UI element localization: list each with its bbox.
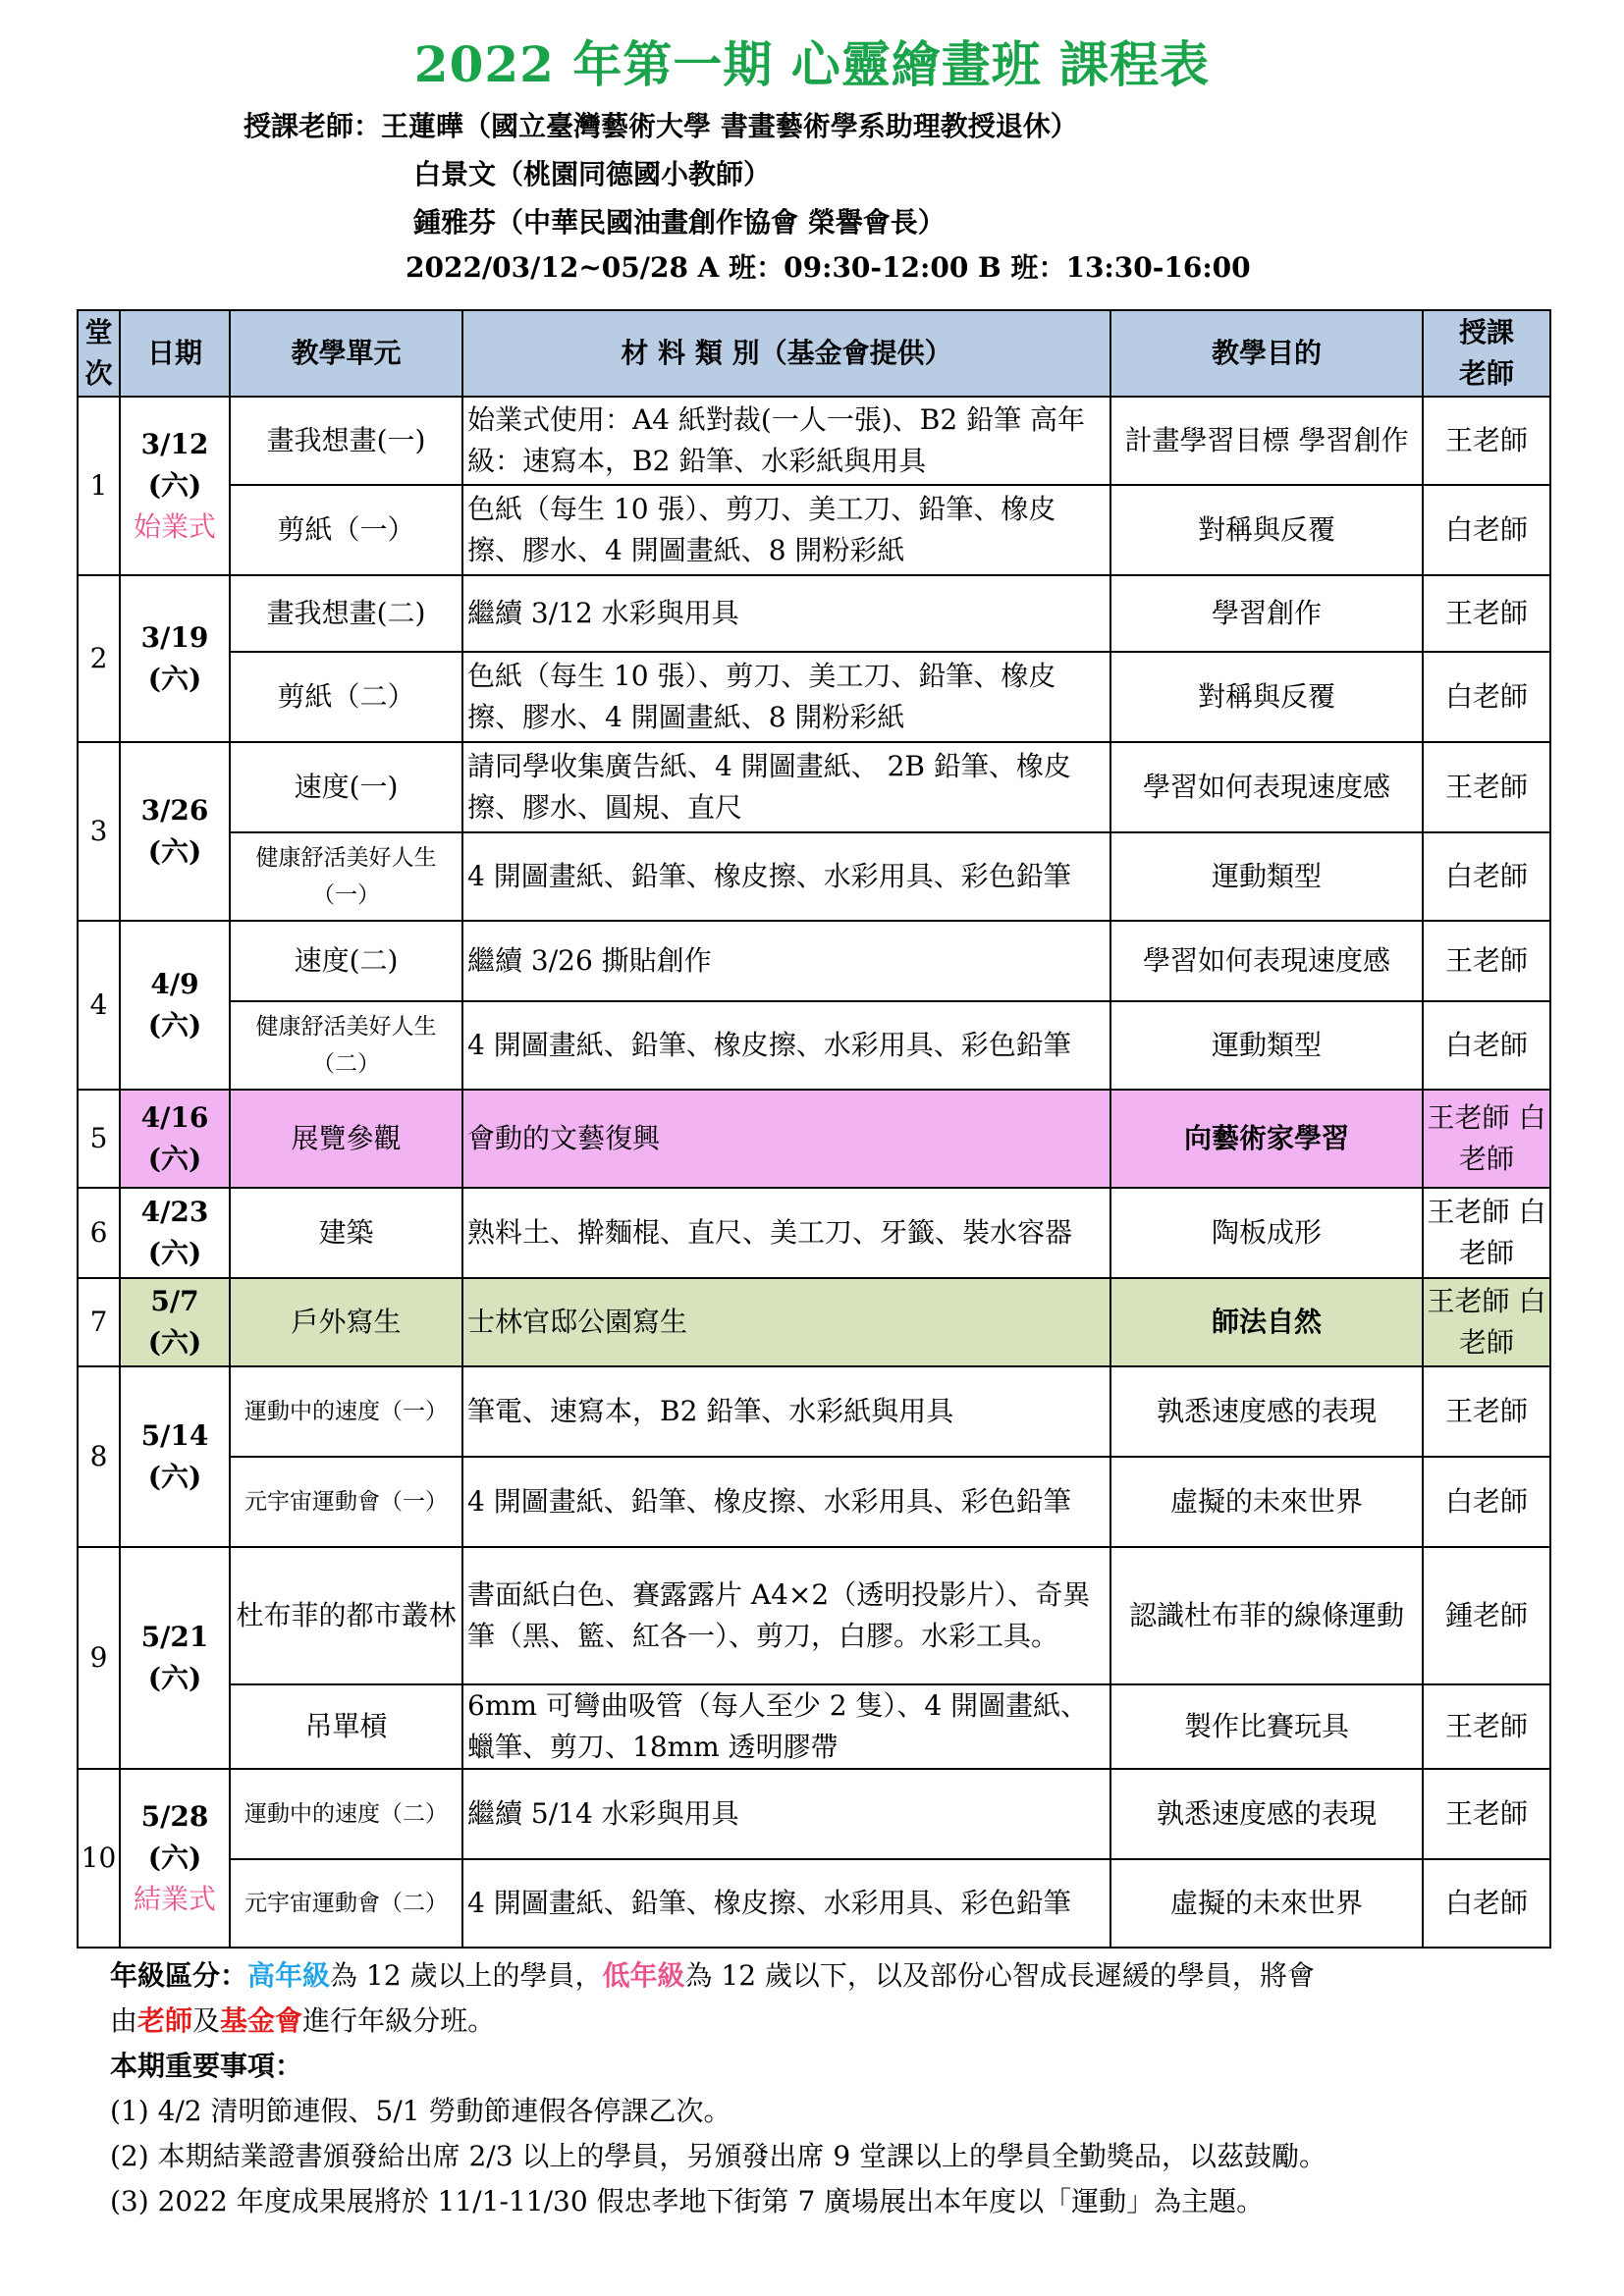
materials-cell: 書面紙白色、賽露露片 A4×2（透明投影片）、奇異筆（黑、籃、紅各一）、剪刀，白膠。水彩工具。 (462, 1547, 1110, 1684)
unit-cell: 吊單槓 (230, 1684, 462, 1769)
teacher-1: 王蓮曄（國立臺灣藝術大學 書畫藝術學系助理教授退休） (381, 110, 1078, 142)
session-number: 3 (78, 742, 120, 921)
goal-cell: 向藝術家學習 (1110, 1090, 1423, 1188)
date-text: 4/23 (140, 1196, 209, 1228)
session-number: 7 (78, 1278, 120, 1366)
note-item-1: (1) 4/2 清明節連假、5/1 勞動節連假各停課乙次。 (110, 2095, 731, 2127)
session-date (120, 1769, 230, 1948)
date-text: 5/7 (150, 1285, 199, 1317)
teacher-cell: 王老師 (1423, 921, 1550, 1001)
goal-cell: 孰悉速度感的表現 (1110, 1769, 1423, 1859)
table-row (78, 575, 1550, 652)
header-session: 堂 次 (78, 310, 120, 397)
unit-cell: 元宇宙運動會（二） (230, 1859, 462, 1948)
goal-cell: 陶板成形 (1110, 1188, 1423, 1278)
important-label: 本期重要事項： (110, 2050, 303, 2082)
table-row (78, 1859, 1550, 1948)
unit-cell: 元宇宙運動會（一） (230, 1457, 462, 1547)
teacher-cell: 王老師 (1423, 1769, 1550, 1859)
materials-cell: 筆電、速寫本，B2 鉛筆、水彩紙與用具 (462, 1366, 1110, 1457)
table-row (78, 397, 1550, 485)
session-date (120, 1188, 230, 1278)
goal-cell: 學習創作 (1110, 575, 1423, 652)
unit-cell: 建築 (230, 1188, 462, 1278)
materials-cell: 4 開圖畫紙、鉛筆、橡皮擦、水彩用具、彩色鉛筆 (462, 1001, 1110, 1090)
goal-cell: 製作比賽玩具 (1110, 1684, 1423, 1769)
table-row (78, 1547, 1550, 1684)
day-text: (六) (147, 1326, 202, 1359)
unit-cell: 展覽參觀 (230, 1090, 462, 1188)
session-date (120, 742, 230, 921)
table-row (78, 1457, 1550, 1547)
class-dates: 2022/03/12~05/28 A 班：09:30-12:00 B 班：13:30-16:00 (406, 251, 1251, 284)
unit-cell: 速度(二) (230, 921, 462, 1001)
materials-cell: 色紙（每生 10 張）、剪刀、美工刀、鉛筆、橡皮擦、膠水、4 開圖畫紙、8 開粉彩紙 (462, 485, 1110, 575)
table-row (78, 1188, 1550, 1278)
day-text: (六) (147, 835, 202, 868)
header-materials: 材 料 類 別（基金會提供） (462, 310, 1110, 397)
day-text: (六) (147, 1461, 202, 1493)
goal-cell: 學習如何表現速度感 (1110, 921, 1423, 1001)
materials-cell: 繼續 5/14 水彩與用具 (462, 1769, 1110, 1859)
teacher-cell: 白老師 (1423, 485, 1550, 575)
date-text: 4/16 (140, 1101, 209, 1134)
teacher-cell: 王老師 (1423, 1684, 1550, 1769)
day-text: (六) (147, 1237, 202, 1269)
grade-note-line2: 由老師及基金會進行年級分班。 (110, 2004, 496, 2037)
goal-cell: 學習如何表現速度感 (1110, 742, 1423, 832)
ceremony-label: 始業式 (133, 510, 216, 543)
materials-cell: 繼續 3/12 水彩與用具 (462, 575, 1110, 652)
table-row (78, 1769, 1550, 1859)
day-text: (六) (147, 663, 202, 695)
materials-cell: 始業式使用：A4 紙對裁(一人一張)、B2 鉛筆 高年級：速寫本，B2 鉛筆、水彩紙與用具 (462, 397, 1110, 485)
teacher-cell: 白老師 (1423, 832, 1550, 921)
date-text: 5/21 (140, 1621, 209, 1653)
table-row (78, 652, 1550, 742)
materials-cell: 4 開圖畫紙、鉛筆、橡皮擦、水彩用具、彩色鉛筆 (462, 1859, 1110, 1948)
goal-cell: 計畫學習目標 學習創作 (1110, 397, 1423, 485)
table-row (78, 485, 1550, 575)
session-number: 2 (78, 575, 120, 742)
goal-cell: 對稱與反覆 (1110, 485, 1423, 575)
session-number: 5 (78, 1090, 120, 1188)
notes-section (110, 1953, 1534, 2224)
schedule-table (77, 309, 1551, 1949)
goal-cell: 運動類型 (1110, 1001, 1423, 1090)
unit-cell: 運動中的速度（一） (230, 1366, 462, 1457)
date-text: 5/28 (140, 1800, 209, 1833)
unit-cell: 速度(一) (230, 742, 462, 832)
teacher-cell: 王老師 白老師 (1423, 1188, 1550, 1278)
teacher-cell: 鍾老師 (1423, 1547, 1550, 1684)
day-text: (六) (147, 1662, 202, 1694)
teacher-cell: 王老師 白老師 (1423, 1278, 1550, 1366)
materials-cell: 4 開圖畫紙、鉛筆、橡皮擦、水彩用具、彩色鉛筆 (462, 832, 1110, 921)
session-number: 8 (78, 1366, 120, 1547)
unit-cell: 畫我想畫(一) (230, 397, 462, 485)
materials-cell: 6mm 可彎曲吸管（每人至少 2 隻）、4 開圖畫紙、蠟筆、剪刀、18mm 透明膠帶 (462, 1684, 1110, 1769)
materials-cell: 繼續 3/26 撕貼創作 (462, 921, 1110, 1001)
day-text: (六) (147, 469, 202, 502)
table-row (78, 1001, 1550, 1090)
note-item-2: (2) 本期結業證書頒發給出席 2/3 以上的學員，另頒發出席 9 堂課以上的學員全勤獎品，以茲鼓勵。 (110, 2140, 1327, 2172)
header-teacher: 授課 老師 (1423, 310, 1550, 397)
materials-cell: 色紙（每生 10 張）、剪刀、美工刀、鉛筆、橡皮擦、膠水、4 開圖畫紙、8 開粉彩紙 (462, 652, 1110, 742)
date-text: 4/9 (150, 968, 199, 1000)
goal-cell: 認識杜布菲的線條運動 (1110, 1547, 1423, 1684)
table-row (78, 1684, 1550, 1769)
unit-cell: 健康舒活美好人生（二） (230, 1001, 462, 1090)
session-number: 10 (78, 1769, 120, 1948)
goal-cell: 虛擬的未來世界 (1110, 1859, 1423, 1948)
unit-cell: 杜布菲的都市叢林 (230, 1547, 462, 1684)
teacher-3: 鍾雅芬（中華民國油畫創作協會 榮譽會長） (413, 206, 946, 239)
teacher-cell: 王老師 (1423, 397, 1550, 485)
teacher-cell: 王老師 (1423, 742, 1550, 832)
date-text: 3/19 (140, 621, 209, 654)
goal-cell: 運動類型 (1110, 832, 1423, 921)
date-text: 3/26 (140, 794, 209, 827)
session-number: 1 (78, 397, 120, 575)
goal-cell: 虛擬的未來世界 (1110, 1457, 1423, 1547)
teacher-cell: 王老師 (1423, 1366, 1550, 1457)
teacher-list (244, 102, 1078, 246)
session-date (120, 1090, 230, 1188)
session-number: 9 (78, 1547, 120, 1769)
materials-cell: 請同學收集廣告紙、4 開圖畫紙、 2B 鉛筆、橡皮擦、膠水、圓規、直尺 (462, 742, 1110, 832)
materials-cell: 4 開圖畫紙、鉛筆、橡皮擦、水彩用具、彩色鉛筆 (462, 1457, 1110, 1547)
page-title: 2022 年第一期 心靈繪畫班 課程表 (413, 35, 1211, 93)
goal-cell: 師法自然 (1110, 1278, 1423, 1366)
grade-note: 年級區分：高年級為 12 歲以上的學員，低年級為 12 歲以下，以及部份心智成長遲緩的學員，將會 (110, 1959, 1315, 1992)
materials-cell: 會動的文藝復興 (462, 1090, 1110, 1188)
day-text: (六) (147, 1143, 202, 1175)
session-date (120, 397, 230, 575)
session-number: 6 (78, 1188, 120, 1278)
date-text: 3/12 (140, 428, 209, 460)
session-date (120, 1547, 230, 1769)
goal-cell: 對稱與反覆 (1110, 652, 1423, 742)
teacher-cell: 白老師 (1423, 1001, 1550, 1090)
header-date: 日期 (120, 310, 230, 397)
table-row (78, 921, 1550, 1001)
table-row (78, 1278, 1550, 1366)
teacher-cell: 王老師 白老師 (1423, 1090, 1550, 1188)
unit-cell: 健康舒活美好人生（一） (230, 832, 462, 921)
table-row (78, 832, 1550, 921)
header-goal: 教學目的 (1110, 310, 1423, 397)
unit-cell: 剪紙（一） (230, 485, 462, 575)
day-text: (六) (147, 1842, 202, 1874)
teacher-label: 授課老師： (244, 110, 382, 142)
note-item-3: (3) 2022 年度成果展將於 11/1-11/30 假忠孝地下街第 7 廣場展出本年度以「運動」為主題。 (110, 2185, 1265, 2217)
table-header-row (78, 310, 1550, 397)
ceremony-label: 結業式 (133, 1883, 216, 1915)
header-unit: 教學單元 (230, 310, 462, 397)
unit-cell: 剪紙（二） (230, 652, 462, 742)
teacher-cell: 王老師 (1423, 575, 1550, 652)
session-number: 4 (78, 921, 120, 1090)
session-date (120, 1278, 230, 1366)
table-row (78, 1366, 1550, 1457)
unit-cell: 運動中的速度（二） (230, 1769, 462, 1859)
day-text: (六) (147, 1009, 202, 1041)
unit-cell: 畫我想畫(二) (230, 575, 462, 652)
table-row (78, 742, 1550, 832)
materials-cell: 士林官邸公園寫生 (462, 1278, 1110, 1366)
teacher-2: 白景文（桃園同德國小教師） (413, 158, 772, 190)
session-date (120, 1366, 230, 1547)
teacher-cell: 白老師 (1423, 1457, 1550, 1547)
teacher-cell: 白老師 (1423, 652, 1550, 742)
session-date (120, 575, 230, 742)
date-text: 5/14 (140, 1419, 209, 1452)
session-date (120, 921, 230, 1090)
teacher-cell: 白老師 (1423, 1859, 1550, 1948)
unit-cell: 戶外寫生 (230, 1278, 462, 1366)
goal-cell: 孰悉速度感的表現 (1110, 1366, 1423, 1457)
table-row (78, 1090, 1550, 1188)
materials-cell: 熟料土、擀麵棍、直尺、美工刀、牙籤、裝水容器 (462, 1188, 1110, 1278)
